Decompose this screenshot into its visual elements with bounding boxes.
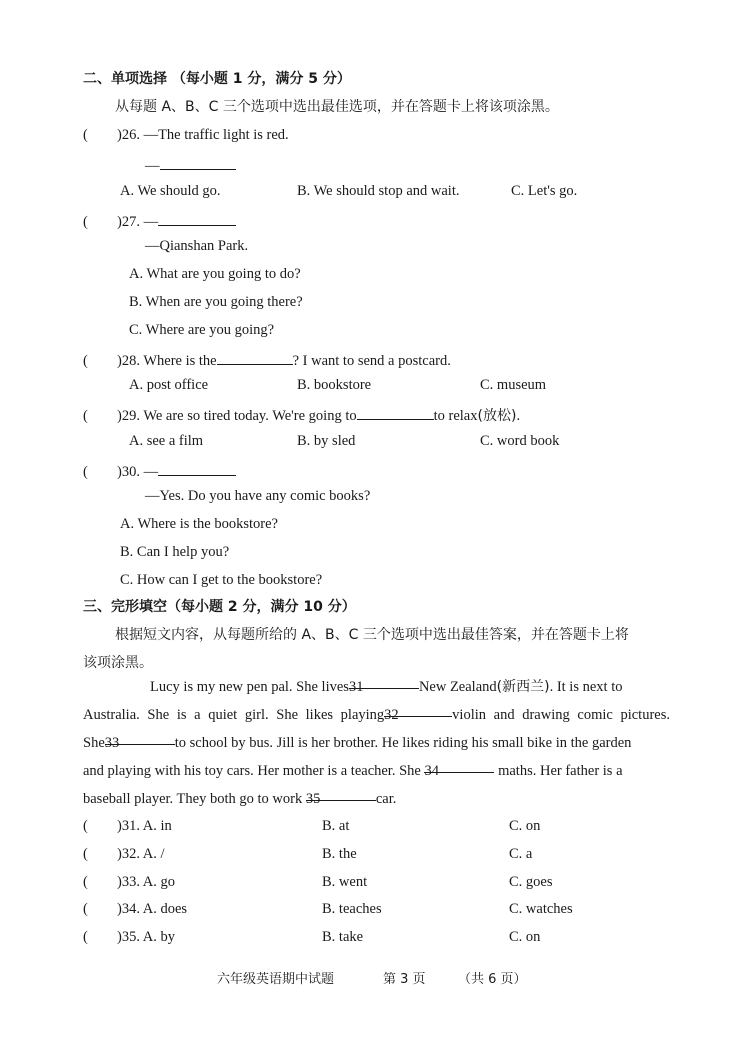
passage-text: and playing with his toy cars. Her mother is a teacher. She — [83, 763, 421, 779]
cloze-option-row — [83, 873, 175, 891]
blank-number: 32 — [384, 707, 399, 723]
option-29-a: A. see a film — [129, 433, 204, 449]
option-a: )32. A. / — [117, 846, 165, 862]
blank-number: 35 — [305, 791, 321, 807]
cloze-option-row — [83, 900, 187, 918]
blank-number: 33 — [104, 735, 120, 751]
passage-text: violin and drawing comic pictures. — [452, 707, 670, 723]
passage-text: maths. Her father is a — [498, 763, 623, 779]
answer-paren[interactable]: ( — [83, 929, 88, 945]
question-30-stem: )30. — — [117, 464, 159, 480]
answer-paren[interactable]: ( — [83, 874, 88, 890]
option-29-b: B. by sled — [297, 433, 356, 449]
option-b: B. teaches — [322, 901, 382, 917]
option-30-c: C. How can I get to the bookstore? — [120, 572, 323, 588]
answer-paren[interactable]: ( — [83, 901, 88, 917]
answer-paren[interactable]: ( — [83, 127, 88, 143]
question-26 — [83, 126, 289, 144]
cloze-blank-31[interactable] — [348, 673, 419, 695]
cloze-blank-32[interactable] — [384, 701, 452, 723]
option-c: C. on — [509, 929, 541, 945]
passage-text: baseball player. They both go to work — [83, 791, 303, 807]
blank-number: 31 — [348, 679, 364, 695]
answer-blank[interactable] — [158, 460, 236, 476]
question-26-reply — [145, 154, 236, 175]
cloze-option-row — [83, 928, 175, 946]
answer-blank[interactable] — [357, 404, 434, 420]
answer-paren[interactable]: ( — [83, 818, 88, 834]
passage-line — [83, 757, 670, 785]
option-c: C. a — [509, 846, 533, 862]
option-c: C. on — [509, 818, 541, 834]
question-30 — [83, 460, 236, 481]
passage-line — [83, 729, 670, 757]
answer-blank[interactable] — [217, 349, 293, 365]
option-29-c: C. word book — [480, 433, 560, 449]
section3-title: 三、完形填空（每小题 2 分，满分 10 分） — [83, 599, 356, 615]
passage-text: to school by bus. Jill is her brother. He likes riding his small bike in the garden — [174, 735, 632, 751]
cloze-blank-33[interactable] — [104, 729, 175, 751]
option-30-a: A. Where is the bookstore? — [120, 516, 278, 532]
option-27-c: C. Where are you going? — [129, 322, 275, 338]
reply-dash: — — [145, 158, 160, 174]
passage-text: She — [83, 735, 105, 751]
cloze-passage — [83, 673, 670, 813]
passage-gloss: (新西兰) — [496, 679, 550, 695]
option-c: C. watches — [509, 901, 573, 917]
option-a: )31. A. in — [117, 818, 172, 834]
option-28-a: A. post office — [129, 377, 209, 393]
question-27-stem: )27. — — [117, 214, 159, 230]
question-29 — [83, 404, 520, 425]
passage-line — [83, 701, 670, 729]
option-a: )35. A. by — [117, 929, 175, 945]
option-30-b: B. Can I help you? — [120, 544, 230, 560]
answer-paren[interactable]: ( — [83, 353, 88, 369]
footer-page-number: 第 3 页 — [383, 972, 426, 987]
passage-line — [83, 673, 670, 701]
option-b: B. went — [322, 874, 368, 890]
question-28-stem-end: ? I want to send a postcard. — [292, 353, 451, 369]
answer-paren[interactable]: ( — [83, 214, 88, 230]
option-b: B. at — [322, 818, 350, 834]
passage-text: Lucy is my new pen pal. She lives — [150, 679, 349, 695]
passage-text: car. — [375, 791, 397, 807]
option-a: )34. A. does — [117, 901, 188, 917]
option-27-a: A. What are you going to do? — [129, 266, 301, 282]
section2-title: 二、单项选择 （每小题 1 分，满分 5 分） — [83, 71, 351, 87]
question-29-stem: )29. We are so tired today. We're going to — [117, 408, 357, 424]
option-b: B. the — [322, 846, 357, 862]
question-27 — [83, 210, 236, 231]
cloze-blank-35[interactable] — [305, 785, 376, 807]
passage-text: Australia. She is a quiet girl. She likes playing — [83, 707, 385, 723]
option-c: C. goes — [509, 874, 553, 890]
question-28-stem: )28. Where is the — [117, 353, 217, 369]
option-28-b: B. bookstore — [297, 377, 372, 393]
question-29-gloss: (放松) — [477, 408, 517, 424]
answer-blank[interactable] — [158, 210, 236, 226]
footer-page-total: （共 6 页） — [458, 972, 527, 987]
question-29-period: . — [516, 408, 521, 424]
option-26-b: B. We should stop and wait. — [297, 183, 460, 199]
answer-blank[interactable] — [160, 154, 236, 170]
passage-line — [83, 785, 670, 813]
option-26-c: C. Let's go. — [511, 183, 578, 199]
question-27-reply: —Qianshan Park. — [145, 238, 249, 254]
cloze-blank-34[interactable] — [424, 757, 494, 779]
passage-text: New Zealand — [418, 679, 497, 695]
option-26-a: A. We should go. — [120, 183, 221, 199]
question-30-reply: —Yes. Do you have any comic books? — [145, 488, 371, 504]
question-26-stem: )26. —The traffic light is red. — [117, 127, 289, 143]
answer-paren[interactable]: ( — [83, 408, 88, 424]
question-28 — [83, 349, 451, 370]
section2-instruction: 从每题 A、B、C 三个选项中选出最佳选项，并在答题卡上将该项涂黑。 — [115, 99, 559, 115]
option-b: B. take — [322, 929, 364, 945]
answer-paren[interactable]: ( — [83, 464, 88, 480]
cloze-option-row — [83, 845, 165, 863]
cloze-option-row — [83, 817, 172, 835]
answer-paren[interactable]: ( — [83, 846, 88, 862]
option-28-c: C. museum — [480, 377, 547, 393]
question-29-stem-end: to relax — [433, 408, 478, 424]
option-27-b: B. When are you going there? — [129, 294, 303, 310]
passage-text: . It is next to — [549, 679, 623, 695]
section3-instruction-2: 该项涂黑。 — [83, 655, 153, 671]
blank-number: 34 — [424, 763, 439, 779]
option-a: )33. A. go — [117, 874, 175, 890]
footer-exam-title: 六年级英语期中试题 — [217, 972, 335, 987]
section3-instruction-1: 根据短文内容，从每题所给的 A、B、C 三个选项中选出最佳答案，并在答题卡上将 — [115, 627, 629, 643]
